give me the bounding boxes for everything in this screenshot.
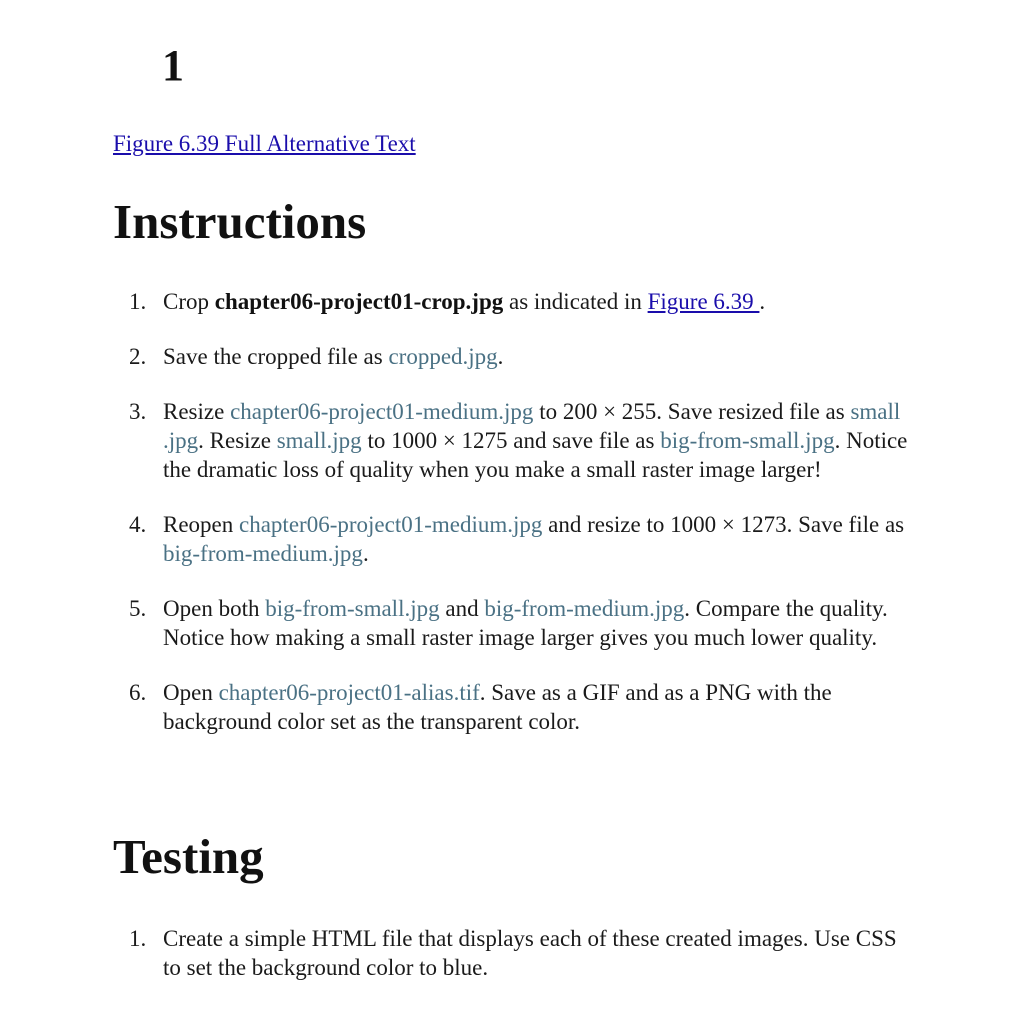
testing-heading: Testing [113,829,264,884]
item-text: . [497,344,504,369]
figure-reference-link[interactable]: Figure 6.39 [647,289,760,314]
filename: small .jpg [163,399,901,453]
filename: cropped.jpg [388,344,498,369]
item-number: 6. [129,680,147,705]
instructions-heading: Instructions [113,194,367,249]
item-text: . [362,541,369,566]
instruction-item-2 [113,342,913,371]
item-text: as indicated in [503,289,648,314]
item-number: 1. [129,926,147,951]
testing-item-1 [113,924,913,982]
item-text: to 1000 × 1275 and save file as [361,428,661,453]
item-number: 5. [129,596,147,621]
item-number: 3. [129,399,147,424]
filename: big-from-small.jpg [265,596,440,621]
item-number: 1. [129,289,147,314]
filename: big-from-medium.jpg [163,541,363,566]
instruction-item-1 [113,287,913,316]
callout-number: 1 [162,41,184,90]
testing-list [113,924,913,982]
instruction-item-5 [113,594,913,652]
item-text: Save the cropped file as [163,344,389,369]
filename: big-from-medium.jpg [484,596,685,621]
item-number: 4. [129,512,147,537]
item-text: . Compare the quality. Notice how making a small raster image larger gives you much lower quality. [163,596,888,650]
item-text: . Notice the dramatic loss of quality when you make a small raster image larger! [163,428,908,482]
instruction-item-6 [113,678,913,736]
filename: chapter06-project01-alias.tif [218,680,480,705]
item-text: . [759,289,766,314]
item-text: . Save as a GIF and as a PNG with the background color set as the transparent color. [163,680,832,734]
item-text: Reopen [163,512,240,537]
instruction-item-4 [113,510,913,568]
filename: big-from-small.jpg [660,428,835,453]
filename: chapter06-project01-medium.jpg [230,399,534,424]
item-text: Resize [163,399,231,424]
item-text: and resize to 1000 × 1273. Save file as [542,512,905,537]
item-text: . Resize [198,428,277,453]
filename: small.jpg [276,428,362,453]
instructions-list [113,287,913,762]
item-text: Crop [163,289,215,314]
figure-alt-text-link[interactable]: Figure 6.39 Full Alternative Text [113,131,416,156]
item-text: to 200 × 255. Save resized file as [533,399,851,424]
item-text: Open both [163,596,266,621]
item-text: and [439,596,485,621]
item-number: 2. [129,344,147,369]
filename-bold: chapter06-project01-crop.jpg [214,289,504,314]
instruction-item-3 [113,397,913,484]
item-text: Open [163,680,219,705]
item-text: Create a simple HTML file that displays each of these created images. Use CSS to set the background color to blue. [163,926,897,980]
filename: chapter06-project01-medium.jpg [239,512,543,537]
